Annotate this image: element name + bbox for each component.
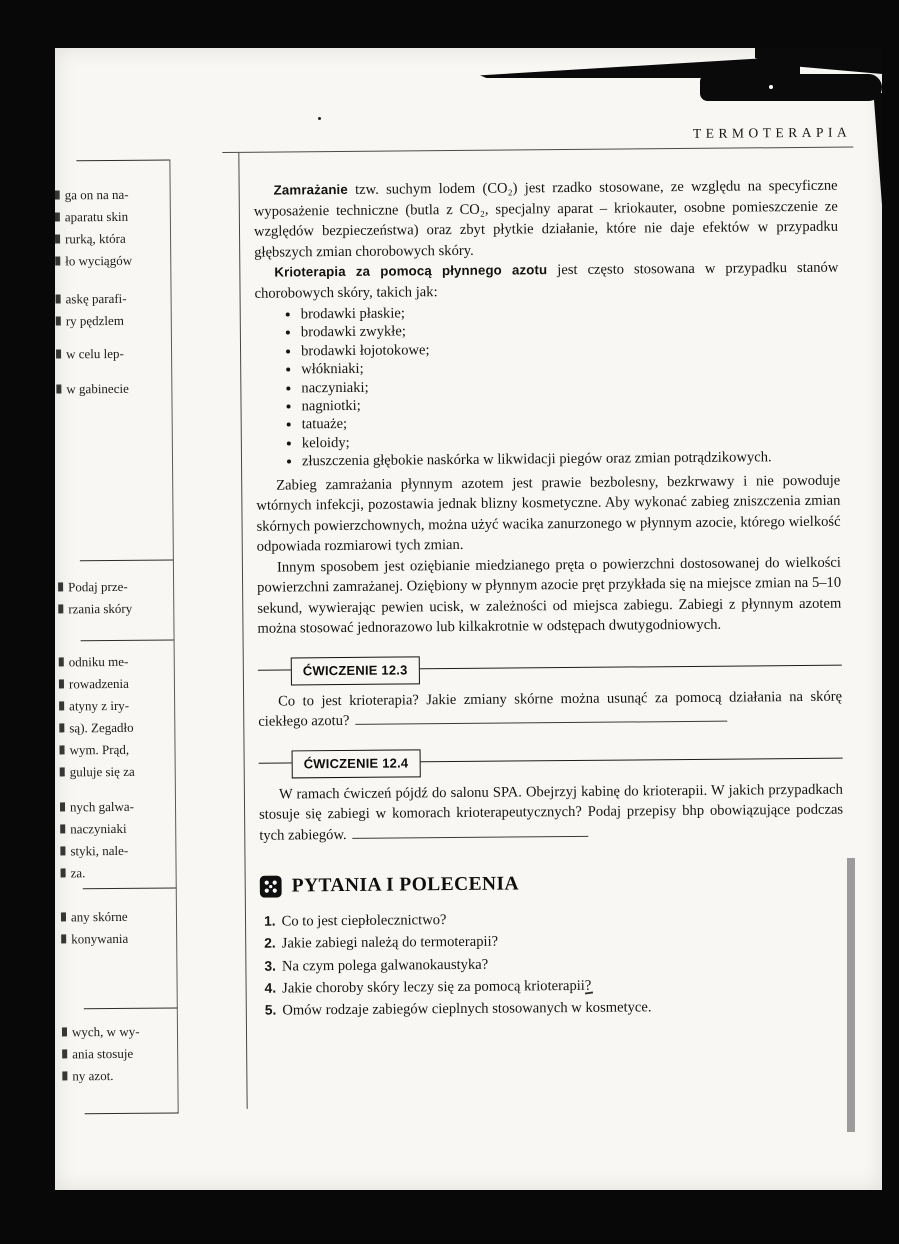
fill-in-line [353, 833, 589, 839]
question-number: 5. [264, 1002, 277, 1019]
margin-note-group [59, 650, 184, 783]
paragraph-zamrazanie [254, 176, 839, 263]
margin-divider [81, 639, 175, 641]
margin-note-line: w celu lep- [56, 342, 180, 365]
main-text-column [254, 176, 845, 1023]
paragraph-zabieg: Zabieg zamrażania płynnym azotem jest prawie bezbolesny, bezkrwawy i nie powoduje wtórnych infekcji, pozostawia jednak blizny kosmetyczne. Aby wykonać zabieg zniszczenia zmian skórnych powierzchownych, można użyć wacika zanurzonego w płynnym azocie, którego wielkość odpowiada rozmiarowi tych zmian. [256, 472, 841, 555]
margin-note-line: rzania skóry [58, 597, 182, 620]
margin-divider [76, 159, 170, 161]
question-text: Omów rodzaje zabiegów cieplnych stosowanych w kosmetyce. [282, 999, 652, 1019]
margin-note-line: aparatu skin [55, 205, 179, 228]
margin-note-line: Podaj prze- [58, 575, 182, 598]
paragraph-innym-sposobem: Innym sposobem jest oziębianie miedzianego pręta o powierzchni dostosowanej do wielkości powierzchni zamrażanej. Oziębiony w płynnym azocie pręt przykłada się na miejsce zmian na 5–10 sekund, wywierając pewien ucisk, w zależności od miejsca zabiegu. Zabiegi z płynnym azotem można stosować jednorazowo lub kilkakrotnie w odstępach dwutygodniowych. [257, 554, 842, 637]
margin-note-line: w gabinecie [56, 377, 180, 400]
margin-note-line: ło wyciągów [55, 249, 179, 272]
margin-note-line: guluje się za [60, 760, 184, 783]
exercise-question: W ramach ćwiczeń pójdź do salonu SPA. Obejrzyj kabinę do krioterapii. W jakich przypadkach stosuje się zabiegi w komorach krioterapeutycznych? Podaj przepisy bhp obowiązujące podczas tych zabiegów. [259, 781, 844, 844]
paragraph-krioterapia [254, 258, 838, 304]
margin-note-line: ania stosuje [62, 1042, 186, 1065]
margin-note-line: za. [61, 861, 185, 884]
bold-lead-zamrazanie: Zamrażanie [273, 181, 348, 198]
list-item: • złuszczenia głębokie naskórka w likwidacji piegów oraz zmian potrądzikowych. [302, 448, 840, 471]
exercise-rule [259, 755, 843, 771]
paragraph-text: jest często stosowana w przypadku stanów chorobowych skóry, takich jak: [254, 259, 839, 302]
exercise-12-3 [258, 664, 843, 732]
list-item: • keloidy; [302, 429, 840, 452]
list-item: • tatuaże; [302, 411, 840, 434]
questions-list [260, 906, 845, 1023]
question-number: 2. [264, 936, 276, 952]
question-number: 3. [264, 958, 276, 974]
question-text: Na czym polega galwanokaustyka? [281, 956, 489, 975]
margin-note-line: styki, nale- [60, 839, 184, 862]
margin-note-group [55, 287, 179, 332]
margin-note-line: ny azot. [62, 1064, 186, 1087]
text-column-rule [238, 153, 247, 1109]
question-number: 1. [263, 913, 276, 929]
grid-dots-icon [260, 876, 282, 898]
margin-note-line: wych, w wy- [62, 1020, 186, 1043]
margin-note-group [56, 377, 180, 400]
exercise-question: Co to jest krioterapia? Jakie zmiany skórne można usunąć za pomocą działania na skórę ciekłego azotu? [258, 688, 843, 730]
margin-note-group [60, 795, 185, 884]
margin-note-line: naczyniaki [60, 817, 184, 840]
margin-note-group [58, 575, 182, 620]
question-text: Jakie choroby skóry leczy się za pomocą krioterapii? [282, 977, 592, 997]
exercise-text [259, 779, 844, 846]
margin-note-group [56, 342, 180, 365]
question-number: 4. [264, 980, 277, 996]
paragraph-text: tzw. suchym lodem (CO₂) jest rzadko stosowane, ze względu na specyficzne wyposażenie techniczne (butla z CO₂, specjalny aparat – kriokauter, osobne pomieszczenie ze względów bezpieczeństwa) oraz zbyt płytkie działanie, które nie daje efektów w przypadku głębszych zmian chorobowych skóry. [253, 177, 839, 261]
margin-note-line: wym. Prąd, [59, 738, 183, 761]
header-rule [222, 147, 853, 154]
list-item: • brodawki płaskie; [301, 301, 839, 324]
list-item: • włókniaki; [301, 356, 839, 379]
margin-divider [85, 1112, 179, 1114]
exercise-12-4 [259, 757, 844, 846]
running-header: TERMOTERAPIA [692, 124, 852, 141]
list-item: • brodawki łojotokowe; [301, 337, 839, 360]
question-text: Jakie zabiegi należą do termoterapii? [281, 934, 499, 952]
margin-note-line: odniku me- [59, 650, 183, 673]
list-item: • naczyniaki; [301, 374, 839, 397]
printed-area [45, 41, 882, 1190]
margin-note-line: askę parafi- [55, 287, 179, 310]
exercise-rule [258, 662, 842, 678]
margin-note-line: nych galwa- [60, 795, 184, 818]
questions-section-heading [260, 871, 844, 898]
question-text: Co to jest ciepłolecznictwo? [281, 912, 447, 930]
margin-note-line: ry pędzlem [56, 309, 180, 332]
margin-note-line: any skórne [61, 905, 185, 928]
margin-note-line: ga on na na- [55, 183, 179, 206]
margin-divider [80, 559, 174, 561]
margin-note-group [61, 905, 185, 950]
margin-note-line: konywania [61, 927, 185, 950]
margin-note-group [62, 1020, 187, 1087]
margin-note-line: rowadzenia [59, 672, 183, 695]
list-item: • nagniotki; [301, 393, 839, 416]
exercise-label: ĆWICZENIE 12.4 [292, 749, 421, 779]
margin-note-line: są). Zegadło [59, 716, 183, 739]
questions-heading-text: PYTANIA I POLECENIA [291, 873, 519, 897]
margin-note-line: rurką, która [55, 227, 179, 250]
book-page [55, 48, 882, 1190]
margin-divider [84, 1007, 178, 1009]
exercise-label: ĆWICZENIE 12.3 [291, 656, 420, 686]
question-item [265, 995, 845, 1022]
skin-conditions-list [255, 301, 840, 472]
bold-lead-krioterapia: Krioterapia za pomocą płynnego azotu [274, 262, 548, 280]
margin-note-group [55, 183, 180, 272]
exercise-text [258, 686, 842, 732]
fill-in-line [355, 718, 727, 725]
margin-divider [83, 887, 177, 889]
list-item: • brodawki zwykłe; [301, 319, 839, 342]
margin-note-line: atyny z iry- [59, 694, 183, 717]
